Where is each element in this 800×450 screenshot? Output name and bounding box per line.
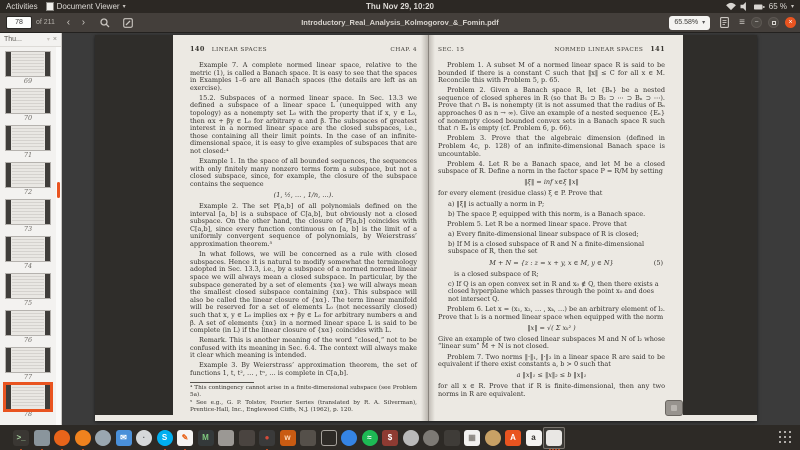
thumbnail-item-70[interactable]: [0, 86, 56, 123]
running-head: LINEAR SPACES: [211, 47, 267, 53]
thumbnail-image[interactable]: [6, 200, 50, 224]
paragraph: Example 1. In the space of all bounded sequences, the sequences with only finitely many nonzero terms form a subspace, but not a closed subspace, since, for example, the closure of the subspace contains the sequence: [190, 157, 417, 188]
maximize-icon: [772, 21, 776, 25]
paragraph: a) Every finite-dimensional linear subspace of R is closed;: [448, 229, 639, 238]
page-view-button[interactable]: [716, 15, 733, 30]
skype-icon[interactable]: S: [157, 430, 173, 446]
paragraph: c) If Q is an open convex set in R and x₀ ∉ Q, then there exists a closed hyperplane which passes through the point x₀ and does not intersect Q.: [448, 279, 659, 303]
chevron-down-icon: ▾: [790, 4, 794, 10]
thumbnail-item-77[interactable]: [0, 345, 56, 382]
next-page-button[interactable]: ›: [81, 17, 86, 28]
thumbnail-image[interactable]: [6, 348, 50, 372]
frame-icon[interactable]: [321, 430, 337, 446]
menu-button[interactable]: ≡: [739, 17, 745, 28]
paragraph: b) If M is a closed subspace of R and N a finite-dimensional subspace of R, then the set: [448, 239, 645, 256]
sidebar-mode-dropdown[interactable]: Thu...: [4, 36, 22, 43]
thumbnail-page-number: 72: [23, 188, 33, 196]
battery-percent: 65 %: [768, 2, 787, 11]
thumbnail-page-number: 69: [23, 77, 33, 85]
paragraph: for all x ∈ R. Prove that if R is finite-dimensional, then any two norms in R are equivalent.: [438, 382, 665, 398]
paragraph: Problem 5. Let R be a normed linear space. Prove that: [447, 219, 627, 228]
search-icon: [100, 18, 110, 28]
cd-icon[interactable]: [403, 430, 419, 446]
pdf-page-spread: [95, 35, 757, 421]
sidebar-scrollbar-thumb[interactable]: [57, 182, 60, 198]
clock[interactable]: Thu Nov 29, 10:20: [365, 2, 435, 11]
wifi-icon: [726, 2, 736, 11]
previous-page-button[interactable]: ‹: [66, 17, 71, 28]
maximize-button[interactable]: [768, 17, 779, 28]
thumbnail-image[interactable]: [6, 311, 50, 335]
formula: (1, ½, … , 1/n, …).: [273, 191, 334, 199]
paragraph: Remark. This is another meaning of the word “closed,” not to be confused with its meaning in Sec. 6.4. The context will always make it clear which meaning is intended.: [190, 336, 417, 360]
blue-swirl-icon[interactable]: [341, 430, 357, 446]
thumbnail-page-number: 71: [23, 151, 33, 159]
document-viewer-app-icon: [46, 2, 54, 11]
main-area: [0, 33, 800, 425]
book-left-page: [173, 35, 428, 421]
paragraph: Problem 1. A subset M of a normed linear space R is said to be bounded if there is a constant C such that ‖x‖ ≤ C for all x ∈ M. Reconcile this with Problem 5, p. 65.: [438, 61, 665, 85]
mail-icon[interactable]: ✉: [116, 430, 132, 446]
chevron-down-icon[interactable]: ▾: [46, 37, 50, 43]
red-app-icon[interactable]: $: [382, 430, 398, 446]
running-head: NORMED LINEAR SPACES: [554, 47, 644, 53]
paragraph: a) ‖ξ‖ is actually a norm in P;: [448, 199, 545, 208]
paragraph: ⁴ This contingency cannot arise in a finite-dimensional subspace (see Problem 5a).: [190, 385, 417, 399]
formula: ‖x‖ = √( Σ xₖ² ): [527, 323, 576, 332]
thumbnail-image[interactable]: [6, 89, 50, 113]
paragraph: for every element (residue class) ξ ∈ P. Prove that: [438, 189, 603, 198]
paragraph: 15.2. Subspaces of a normed linear space. In Sec. 13.3 we defined a subspace of a linear space L (unequipped with any topology) as a nonempty set L₀ with the property that if x, y ∈ L₀, then αx + βy ∈ L₀ for arbitrary α and β. The subspaces of greatest interest in a normed linear space are the closed subspaces, i.e., those containing all their limit points. In the case of an infinite-dimensional space, it is easy to give examples of subspaces that are not closed:⁴: [190, 93, 417, 156]
paragraph: Example 3. By Weierstrass’ approximation theorem, the set of functions 1, t, t², … , tⁿ, … is complete in C[a,b].: [190, 361, 417, 378]
thumbnail-image[interactable]: [6, 385, 50, 409]
minimize-button[interactable]: −: [751, 17, 762, 28]
dock: [0, 425, 800, 450]
thumbnail-page-number: 76: [23, 336, 33, 344]
paragraph: Problem 6. Let x = (x₁, x₂, … , xₖ, …) be an arbitrary element of l₂. Prove that l₂ is a normed linear space when equipped with the norm: [438, 305, 665, 321]
key-tool-icon[interactable]: [423, 430, 439, 446]
zoom-level-dropdown[interactable]: [669, 16, 710, 30]
firefox-icon[interactable]: [54, 430, 70, 446]
app-menu-button[interactable]: [46, 2, 126, 11]
notes-icon[interactable]: ✎: [177, 430, 193, 446]
spotify-icon[interactable]: ≈: [362, 430, 378, 446]
thumbnail-item-69[interactable]: [0, 49, 56, 86]
left-page-body: [190, 62, 417, 414]
floating-control-button[interactable]: [665, 400, 683, 416]
page-icon: [720, 17, 729, 28]
thumbnail-page-number: 78: [23, 410, 33, 418]
chevron-down-icon: ▾: [702, 20, 706, 26]
media-m-app-icon[interactable]: M: [198, 430, 214, 446]
screenshot-app-icon[interactable]: [34, 430, 50, 446]
fox-app-icon[interactable]: w: [280, 430, 296, 446]
documents-icon[interactable]: [218, 430, 234, 446]
right-page-body: [438, 62, 665, 398]
thumbnail-item-73[interactable]: [0, 197, 56, 234]
page-number-input[interactable]: [6, 16, 32, 29]
app-menu-label: Document Viewer: [56, 2, 120, 11]
annotation-pen-icon: [123, 18, 133, 28]
close-button[interactable]: ×: [785, 17, 796, 28]
clock-icon[interactable]: ·: [136, 430, 152, 446]
thumbnail-image[interactable]: [6, 52, 50, 76]
show-applications-button[interactable]: [779, 431, 792, 444]
calendar-icon[interactable]: ▦: [464, 430, 480, 446]
search-button[interactable]: [97, 15, 114, 30]
paragraph: Problem 2. Given a Banach space R, let {Bₙ} be a nested sequence of closed spheres in R (so that B₁ ⊃ B₂ ⊃ ⋯ ⊃ Bₙ ⊃ ⋯). Prove that ∩ Bₙ is nonempty (it is not assumed that the radius of Bₙ approaches 0 as n → ∞). Give an example of a nested sequence {Eₙ} of nonempty closed bounded convex sets in a Banach space R such that ∩ Eₙ is empty (cf. Problem 6, p. 66).: [438, 86, 665, 133]
paragraph: In what follows, we will be concerned as a rule with closed subspaces. Hence it is natural to modify somewhat the terminology adopted in Sec. 13.3, i.e., by a subspace of a normed normed linear space we will always mean a closed subspace. In particular, by the subspace generated by a set of elements {xα} we will always mean the smallest closed subspace containing {xα}. This subspace will also be called the linear closure of {xα}. The term linear manifold will be reserved for a set of elements L₀ (not necessarily closed) such that x, y ∈ L₀ implies αx + βy ∈ L₀ for arbitrary numbers α and β. A set of elements {xα} in a normed linear space L is said to be complete (in L) if the linear closure of {xα} coincides with L.: [190, 250, 417, 335]
paragraph: Problem 4. Let R be a Banach space, and let M be a closed subspace of R. Define a norm in the factor space P = R/M by setting: [438, 159, 665, 176]
thumbnail-image[interactable]: [6, 126, 50, 150]
formula: ‖ξ‖ = inf x∈ξ ‖x‖: [524, 178, 579, 187]
formula: a ‖x‖₁ ≤ ‖x‖₂ ≤ b ‖x‖₁: [516, 371, 587, 380]
thumbnail-item-71[interactable]: [0, 123, 56, 160]
scan-edge-left: [95, 35, 173, 415]
scan-edge-right: [683, 35, 757, 415]
book-gutter: [421, 35, 435, 421]
page-number: 141: [650, 45, 665, 53]
evince-header-bar: [0, 13, 800, 33]
thumbnail-page-number: 75: [23, 299, 33, 307]
section-label: SEC. 15: [438, 47, 465, 53]
paragraph: b) The space P, equipped with this norm, is a Banach space.: [448, 209, 646, 218]
amazon-icon[interactable]: a: [526, 430, 542, 446]
formula: M + N = {z : z = x + y, x ∈ M, y ∈ N} (5): [489, 258, 663, 267]
paragraph: Give an example of two closed linear subspaces M and N of l₂ whose “linear sum” M + N is not closed.: [438, 334, 665, 351]
thumbnail-item-76[interactable]: [0, 308, 56, 345]
compass-icon[interactable]: [485, 430, 501, 446]
thumbnail-page-number: 77: [23, 373, 33, 381]
document-viewer-icon[interactable]: [546, 430, 562, 446]
annotate-button[interactable]: [120, 15, 137, 30]
left-page-header: [190, 45, 417, 53]
thumbnail-page-number: 74: [23, 262, 33, 270]
page-count-label: of 211: [36, 19, 55, 26]
zoom-level-value: 65.58%: [674, 19, 699, 26]
paragraph: Problem 3. Prove that the algebraic dimension (defined in Problem 4c, p. 128) of an infinite-dimensional Banach space is uncountable.: [438, 134, 665, 158]
thumbnail-image[interactable]: [6, 163, 50, 187]
terminal-icon[interactable]: >_: [13, 430, 29, 446]
book-right-page: [428, 35, 683, 421]
battery-icon: [754, 3, 765, 11]
thumbnail-page-number: 70: [23, 114, 33, 122]
sidebar-scrollbar[interactable]: [56, 47, 61, 425]
thumbnail-item-74[interactable]: [0, 234, 56, 271]
equation-number: (5): [653, 258, 663, 267]
system-top-bar: [0, 0, 800, 13]
thumbnail-item-75[interactable]: [0, 271, 56, 308]
thumbnail-page-number: 73: [23, 225, 33, 233]
book-paper: [173, 35, 683, 421]
thumbnail-list: [0, 47, 56, 425]
chromium-orange-icon[interactable]: [75, 430, 91, 446]
right-page-header: [438, 45, 665, 53]
footnote-rule: [190, 382, 254, 383]
dark-app-icon[interactable]: [300, 430, 316, 446]
thumbnail-item-72[interactable]: [0, 160, 56, 197]
camera-icon[interactable]: [444, 430, 460, 446]
sidebar-close-button[interactable]: ×: [52, 36, 57, 43]
page-number: 140: [190, 45, 205, 53]
thumbnail-item-78[interactable]: [0, 382, 56, 419]
recorder-icon[interactable]: ●: [259, 430, 275, 446]
book-icon[interactable]: [239, 430, 255, 446]
document-canvas[interactable]: [62, 33, 800, 425]
paragraph: ⁵ See e.g., G. P. Tolstov, Fourier Series (translated by R. A. Silverman), Prentice-Hall, Inc., Englewood Cliffs, N.J. (1962), p. 120.: [190, 400, 417, 414]
chevron-down-icon: ▾: [122, 4, 126, 10]
web-globe-icon[interactable]: [95, 430, 111, 446]
system-tray[interactable]: [726, 2, 800, 11]
volume-icon: [740, 2, 750, 11]
paragraph: is a closed subspace of R;: [454, 269, 539, 278]
paragraph: Example 7. A complete normed linear space, relative to the metric (1), is called a Banach space. It is easy to see that the spaces in Examples 1–6 are all Banach spaces (the details are left as an exercise).: [190, 61, 417, 92]
thumbnail-sidebar: [0, 33, 62, 425]
paragraph: Problem 7. Two norms ‖·‖₁, ‖·‖₂ in a linear space R are said to be equivalent if there exist constants a, b > 0 such that: [438, 352, 665, 369]
ubuntu-software-icon[interactable]: A: [505, 430, 521, 446]
thumbnail-image[interactable]: [6, 274, 50, 298]
paragraph: Example 2. The set P[a,b] of all polynomials defined on the interval [a, b] is a subspace of C[a,b], but obviously not a closed subspace. On the other hand, the closure of P[a,b] coincides with C[a,b], since every function continuous on [a, b] is the limit of a uniformly convergent sequence of polynomials, by Weierstrass’ approximation theorem.⁵: [190, 202, 417, 249]
chapter-label: CHAP. 4: [390, 47, 417, 53]
activities-button[interactable]: Activities: [6, 2, 38, 11]
document-title: Introductory_Real_Analysis_Kolmogorov_&_Fomin.pdf: [301, 18, 499, 27]
dock-icon-list: [13, 430, 562, 446]
thumbnail-image[interactable]: [6, 237, 50, 261]
